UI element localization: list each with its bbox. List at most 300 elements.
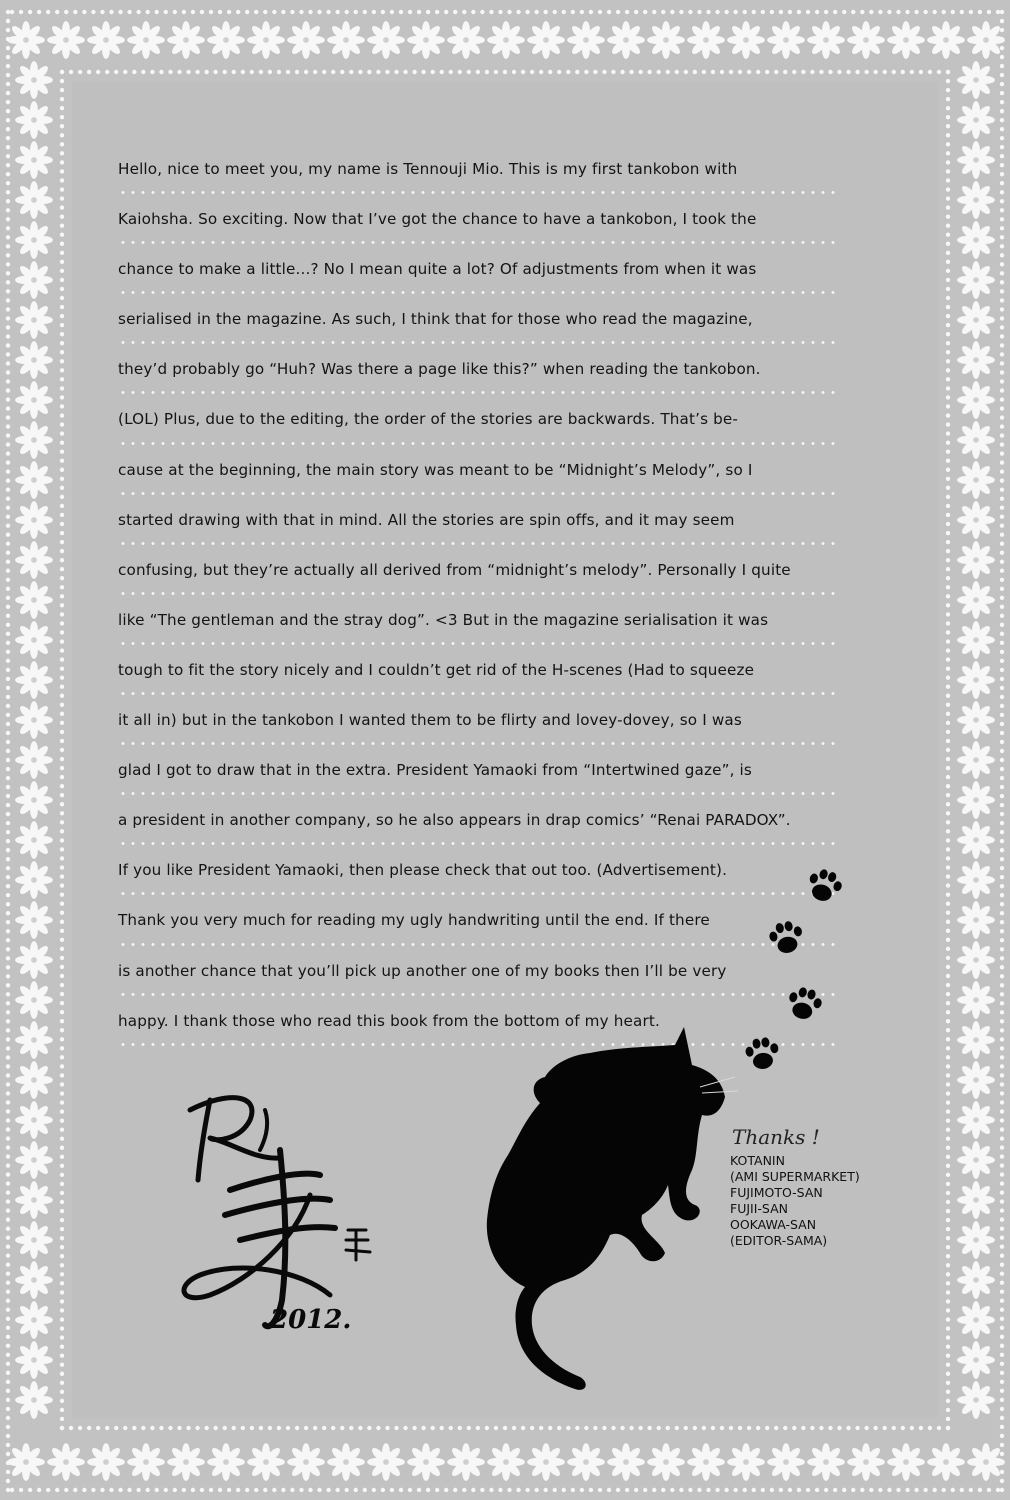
border-dot — [10, 1488, 14, 1492]
border-dot — [381, 1488, 385, 1492]
border-dot — [6, 469, 10, 473]
border-dot — [878, 10, 882, 14]
border-dot — [241, 1426, 245, 1430]
border-dot — [946, 522, 950, 526]
border-dot — [6, 1046, 10, 1050]
border-dot — [1000, 145, 1004, 149]
border-flower — [957, 381, 995, 419]
border-dot — [711, 1426, 715, 1430]
border-dot — [218, 1488, 222, 1492]
letter-line: If you like President Yamaoki, then please check that out too. (Advertisement). — [118, 849, 838, 899]
border-dot — [1000, 172, 1004, 176]
border-flower — [15, 1021, 53, 1059]
border-dot — [928, 70, 932, 74]
border-dot — [6, 424, 10, 428]
border-dot — [6, 442, 10, 446]
border-dot — [60, 748, 64, 752]
border-dot — [60, 1236, 64, 1240]
border-flower — [15, 1181, 53, 1219]
border-dot — [145, 10, 149, 14]
border-dot — [1000, 1199, 1004, 1203]
border-dot — [195, 1426, 199, 1430]
border-dot — [6, 1262, 10, 1266]
border-dot — [987, 1488, 991, 1492]
border-dot — [6, 605, 10, 609]
border-dot — [168, 1426, 172, 1430]
border-dot — [887, 1488, 891, 1492]
border-dot — [647, 1426, 651, 1430]
border-dot — [946, 70, 950, 74]
border-dot — [946, 549, 950, 553]
border-dot — [946, 1299, 950, 1303]
border-dot — [254, 1488, 258, 1492]
border-dot — [435, 10, 439, 14]
border-dot — [60, 223, 64, 227]
border-dot — [6, 668, 10, 672]
border-dot — [254, 10, 258, 14]
border-dot — [1000, 533, 1004, 537]
border-dot — [1000, 1028, 1004, 1032]
border-flower — [15, 61, 53, 99]
border-dot — [6, 866, 10, 870]
border-dot — [60, 449, 64, 453]
border-dot — [670, 10, 674, 14]
border-dot — [60, 323, 64, 327]
thanks-section — [730, 1125, 860, 1249]
border-dot — [946, 594, 950, 598]
border-dot — [6, 1353, 10, 1357]
border-dot — [1000, 830, 1004, 834]
border-dot — [6, 1398, 10, 1402]
border-dot — [1000, 1425, 1004, 1429]
border-dot — [946, 1344, 950, 1348]
border-dot — [946, 196, 950, 200]
border-dot — [1000, 560, 1004, 564]
border-dot — [1000, 1163, 1004, 1167]
border-dot — [60, 947, 64, 951]
border-dot — [946, 1254, 950, 1258]
border-dot — [1000, 28, 1004, 32]
border-dot — [946, 431, 950, 435]
border-dot — [6, 1172, 10, 1176]
border-dot — [430, 70, 434, 74]
border-dot — [634, 10, 638, 14]
border-dot — [783, 1426, 787, 1430]
border-dot — [6, 1154, 10, 1158]
border-dot — [1000, 334, 1004, 338]
border-dot — [810, 1426, 814, 1430]
border-dot — [1000, 605, 1004, 609]
border-dot — [946, 1308, 950, 1312]
border-dot — [60, 495, 64, 499]
border-dot — [946, 1363, 950, 1367]
border-dot — [593, 1426, 597, 1430]
border-dot — [996, 10, 1000, 14]
border-dot — [480, 10, 484, 14]
border-dot — [412, 70, 416, 74]
border-dot — [1000, 1326, 1004, 1330]
border-dot — [331, 70, 335, 74]
border-dot — [1000, 415, 1004, 419]
border-dot — [833, 1488, 837, 1492]
border-dot — [60, 296, 64, 300]
border-dot — [60, 205, 64, 209]
border-dot — [6, 325, 10, 329]
border-dot — [55, 1488, 59, 1492]
border-dot — [946, 440, 950, 444]
border-dot — [6, 1019, 10, 1023]
border-dot — [584, 1426, 588, 1430]
border-dot — [60, 1118, 64, 1122]
border-dot — [494, 70, 498, 74]
border-dot — [711, 70, 715, 74]
border-dot — [489, 1488, 493, 1492]
border-dot — [60, 1408, 64, 1412]
border-dot — [6, 1235, 10, 1239]
border-dot — [6, 1299, 10, 1303]
border-dot — [761, 10, 765, 14]
border-dot — [232, 70, 236, 74]
border-dot — [60, 1155, 64, 1159]
border-dot — [69, 1426, 73, 1430]
border-dot — [295, 70, 299, 74]
border-dot — [1000, 974, 1004, 978]
border-dot — [462, 10, 466, 14]
border-dot — [6, 1371, 10, 1375]
border-flower — [647, 21, 685, 59]
border-dot — [6, 352, 10, 356]
border-dot — [806, 1488, 810, 1492]
border-dot — [6, 695, 10, 699]
border-dot — [946, 920, 950, 924]
border-dot — [245, 10, 249, 14]
border-dot — [6, 560, 10, 564]
border-dot — [503, 70, 507, 74]
border-flower — [607, 21, 645, 59]
border-dot — [1000, 1037, 1004, 1041]
border-dot — [6, 109, 10, 113]
border-dot — [946, 359, 950, 363]
border-dot — [589, 1488, 593, 1492]
border-dot — [946, 1118, 950, 1122]
border-dot — [6, 190, 10, 194]
border-dot — [1000, 451, 1004, 455]
border-dot — [64, 10, 68, 14]
border-dot — [1000, 1335, 1004, 1339]
border-dot — [869, 10, 873, 14]
border-dot — [946, 1100, 950, 1104]
border-dot — [946, 1091, 950, 1095]
border-dot — [946, 829, 950, 833]
border-dot — [1000, 794, 1004, 798]
border-dot — [6, 28, 10, 32]
border-dot — [6, 947, 10, 951]
border-dot — [733, 1488, 737, 1492]
border-dot — [684, 1426, 688, 1430]
border-dot — [236, 10, 240, 14]
border-dot — [946, 567, 950, 571]
border-dot — [91, 10, 95, 14]
border-dot — [946, 1028, 950, 1032]
border-dot — [60, 1127, 64, 1131]
border-dot — [946, 820, 950, 824]
border-dot — [1000, 10, 1004, 14]
border-flower — [957, 301, 995, 339]
border-dot — [946, 703, 950, 707]
border-dot — [770, 10, 774, 14]
border-dot — [901, 70, 905, 74]
border-flower — [15, 981, 53, 1019]
border-dot — [408, 1488, 412, 1492]
border-flower — [15, 741, 53, 779]
border-dot — [372, 10, 376, 14]
border-dot — [1000, 1299, 1004, 1303]
border-dot — [946, 1137, 950, 1141]
border-dot — [96, 1426, 100, 1430]
border-flower — [767, 1443, 805, 1481]
border-dot — [1000, 289, 1004, 293]
border-dot — [60, 477, 64, 481]
border-dot — [277, 70, 281, 74]
border-dot — [60, 1137, 64, 1141]
border-dot — [60, 1037, 64, 1041]
border-dot — [60, 504, 64, 508]
border-dot — [60, 1372, 64, 1376]
border-dot — [60, 784, 64, 788]
border-dot — [213, 70, 217, 74]
border-dot — [6, 226, 10, 230]
border-dot — [223, 70, 227, 74]
border-dot — [946, 1335, 950, 1339]
border-dot — [720, 70, 724, 74]
border-dot — [824, 1488, 828, 1492]
border-dot — [892, 1426, 896, 1430]
border-dot — [684, 70, 688, 74]
border-dot — [60, 838, 64, 842]
border-dot — [272, 10, 276, 14]
border-dot — [873, 1426, 877, 1430]
border-dot — [733, 10, 737, 14]
border-dot — [6, 1479, 10, 1483]
border-dot — [1000, 623, 1004, 627]
border-dot — [738, 70, 742, 74]
border-dot — [1000, 37, 1004, 41]
paw-print-icon — [762, 914, 809, 961]
border-dot — [6, 1091, 10, 1095]
border-flower — [15, 861, 53, 899]
border-dot — [946, 1227, 950, 1231]
border-dot — [1000, 1344, 1004, 1348]
border-dot — [598, 10, 602, 14]
border-dot — [1000, 1217, 1004, 1221]
border-dot — [1000, 1281, 1004, 1285]
border-dot — [114, 70, 118, 74]
border-dot — [191, 1488, 195, 1492]
border-flower — [957, 501, 995, 539]
border-dot — [932, 1488, 936, 1492]
border-dot — [946, 901, 950, 905]
border-dot — [118, 10, 122, 14]
border-dot — [60, 1281, 64, 1285]
border-dot — [6, 1281, 10, 1285]
border-dot — [946, 1381, 950, 1385]
border-flower — [207, 1443, 245, 1481]
border-dot — [747, 70, 751, 74]
letter-line: a president in another company, so he also appears in drap comics’ “Renai PARADOX”. — [118, 799, 838, 849]
border-dot — [643, 10, 647, 14]
border-dot — [164, 1488, 168, 1492]
border-dot — [6, 388, 10, 392]
border-dot — [946, 106, 950, 110]
border-dot — [1000, 803, 1004, 807]
border-dot — [6, 1226, 10, 1230]
border-dot — [60, 576, 64, 580]
border-dot — [223, 1426, 227, 1430]
border-dot — [566, 70, 570, 74]
border-dot — [394, 70, 398, 74]
border-dot — [60, 196, 64, 200]
border-dot — [6, 1308, 10, 1312]
border-dot — [6, 253, 10, 257]
border-dot — [562, 1488, 566, 1492]
border-dot — [661, 10, 665, 14]
border-dot — [946, 1290, 950, 1294]
border-dot — [6, 1452, 10, 1456]
border-dot — [1000, 695, 1004, 699]
border-dot — [819, 70, 823, 74]
border-dot — [6, 1389, 10, 1393]
border-dot — [743, 10, 747, 14]
border-dot — [60, 1390, 64, 1394]
border-dot — [60, 269, 64, 273]
border-dot — [946, 965, 950, 969]
border-flower — [957, 661, 995, 699]
border-dot — [60, 657, 64, 661]
border-dot — [846, 70, 850, 74]
border-dot — [946, 151, 950, 155]
border-dot — [6, 1136, 10, 1140]
border-dot — [620, 70, 624, 74]
border-flower — [957, 61, 995, 99]
border-dot — [946, 947, 950, 951]
border-dot — [60, 938, 64, 942]
border-dot — [60, 1363, 64, 1367]
border-dot — [6, 974, 10, 978]
border-dot — [946, 1390, 950, 1394]
border-flower — [15, 661, 53, 699]
border-flower — [647, 1443, 685, 1481]
border-dot — [6, 1064, 10, 1068]
border-dot — [580, 1488, 584, 1492]
border-dot — [209, 1488, 213, 1492]
border-dot — [209, 10, 213, 14]
border-dot — [625, 10, 629, 14]
border-dot — [1000, 1010, 1004, 1014]
border-flower — [957, 1381, 995, 1419]
border-dot — [837, 1426, 841, 1430]
border-dot — [6, 433, 10, 437]
border-dot — [60, 1019, 64, 1023]
border-dot — [896, 1488, 900, 1492]
border-dot — [60, 594, 64, 598]
border-dot — [349, 70, 353, 74]
border-dot — [1000, 1208, 1004, 1212]
border-dot — [1000, 749, 1004, 753]
border-dot — [1000, 478, 1004, 482]
border-dot — [946, 79, 950, 83]
border-dot — [60, 531, 64, 535]
border-dot — [403, 1426, 407, 1430]
border-dot — [946, 1127, 950, 1131]
border-dot — [914, 10, 918, 14]
border-dot — [426, 10, 430, 14]
border-dot — [946, 449, 950, 453]
border-dot — [60, 1254, 64, 1258]
border-dot — [6, 1488, 10, 1492]
border-flower — [15, 261, 53, 299]
border-dot — [1000, 1244, 1004, 1248]
border-dot — [946, 1173, 950, 1177]
border-dot — [946, 1055, 950, 1059]
border-dot — [1000, 659, 1004, 663]
border-dot — [6, 641, 10, 645]
border-dot — [946, 1146, 950, 1150]
border-dot — [6, 451, 10, 455]
border-dot — [946, 486, 950, 490]
border-flower — [447, 21, 485, 59]
border-dot — [87, 70, 91, 74]
border-dot — [60, 1191, 64, 1195]
border-dot — [905, 1488, 909, 1492]
credit-entry: (AMI SUPERMARKET) — [730, 1169, 860, 1184]
border-dot — [946, 459, 950, 463]
border-dot — [1000, 677, 1004, 681]
border-dot — [60, 892, 64, 896]
border-dot — [46, 10, 50, 14]
border-dot — [946, 1272, 950, 1276]
border-dot — [480, 1488, 484, 1492]
border-dot — [946, 1399, 950, 1403]
border-dot — [946, 675, 950, 679]
border-dot — [317, 10, 321, 14]
border-flower — [967, 21, 1005, 59]
letter-line: Hello, nice to meet you, my name is Tennouji Mio. This is my first tankobon with — [118, 148, 838, 198]
border-dot — [946, 1082, 950, 1086]
border-dot — [259, 70, 263, 74]
border-dot — [440, 70, 444, 74]
border-dot — [946, 242, 950, 246]
border-dot — [1000, 821, 1004, 825]
border-dot — [928, 1426, 932, 1430]
border-dot — [390, 10, 394, 14]
border-dot — [946, 1073, 950, 1077]
border-dot — [6, 415, 10, 419]
border-dot — [60, 314, 64, 318]
border-flower — [957, 1221, 995, 1259]
border-dot — [272, 1488, 276, 1492]
border-dot — [946, 648, 950, 652]
border-dot — [308, 1488, 312, 1492]
border-dot — [1000, 19, 1004, 23]
border-dot — [421, 70, 425, 74]
border-dot — [60, 757, 64, 761]
border-dot — [150, 70, 154, 74]
border-dot — [534, 10, 538, 14]
letter-line: they’d probably go “Huh? Was there a page like this?” when reading the tankobon. — [118, 348, 838, 398]
border-flower — [15, 461, 53, 499]
border-dot — [458, 70, 462, 74]
border-dot — [1000, 857, 1004, 861]
